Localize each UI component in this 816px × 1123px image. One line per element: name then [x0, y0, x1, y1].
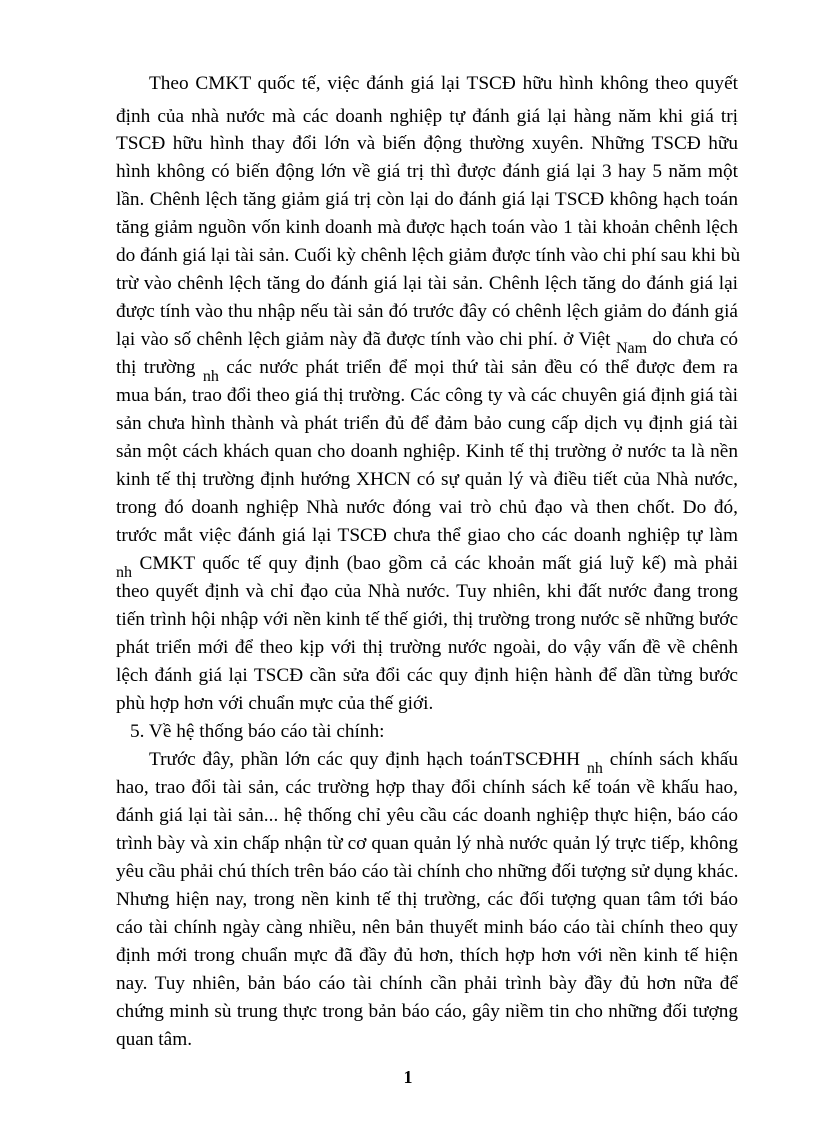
line-text: do chưa có [652, 329, 739, 350]
line-text: chính sách khấu [609, 749, 739, 770]
paragraph-line: trình bày và xin chấp nhận từ cơ quan quản lý nhà nước quản lý trực tiếp, không [116, 833, 738, 854]
line-text: thị trường [116, 357, 196, 378]
paragraph-line: trước mắt việc đánh giá lại TSCĐ chưa thể giao cho các doanh nghiệp tự làm [116, 525, 738, 546]
subscript-fragment: nh [116, 564, 132, 581]
subscript-fragment: Nam [615, 340, 648, 357]
paragraph-line: phù hợp hơn với chuẩn mực của thế giới. [116, 693, 434, 714]
paragraph-line: chứng minh sù trung thực trong bản báo cáo, gây niềm tin cho những đối tượng [116, 1001, 738, 1022]
paragraph-line: trong đó doanh nghiệp Nhà nước đóng vai trò chủ đạo và then chốt. Do đó, [116, 497, 738, 518]
paragraph-line [116, 354, 738, 385]
paragraph-line: Nhưng hiện nay, trong nền kinh tế thị trường, các đối tượng quan tâm tới báo [116, 889, 738, 910]
paragraph-line: đánh giá lại tài sản... hệ thống chỉ yêu cầu các doanh nghiệp thực hiện, báo cáo [116, 805, 738, 826]
line-text: CMKT quốc tế quy định (bao gồm cả các khoản mất giá luỹ kế) mà phải [139, 553, 738, 574]
paragraph-line: phát triển mới để theo kịp với thị trường nước ngoài, do vậy vấn đề về chênh [116, 637, 738, 658]
line-text: Trước đây, phần lớn các quy định hạch toánTSCĐHH [149, 749, 581, 770]
paragraph-line: định của nhà nước mà các doanh nghiệp tự đánh giá lại hàng năm khi giá trị [116, 106, 738, 127]
paragraph-line: hao, trao đổi tài sản, các trường hợp thay đổi chính sách kế toán về khấu hao, [116, 777, 738, 798]
paragraph-line: trừ vào chênh lệch tăng do đánh giá lại tài sản. Chênh lệch tăng do đánh giá lại [116, 273, 738, 294]
subscript-fragment: nh [202, 368, 219, 385]
section-heading: 5. Về hệ thống báo cáo tài chính: [130, 721, 385, 742]
paragraph-line: Theo CMKT quốc tế, việc đánh giá lại TSCĐ hữu hình không theo quyết [149, 73, 738, 94]
line-text: các nước phát triển để mọi thứ tài sản đều có thể được đem ra [226, 357, 738, 378]
paragraph-line: tiến trình hội nhập với nền kinh tế thế giới, thị trường trong nước sẽ những bước [116, 609, 738, 630]
paragraph-line: quan tâm. [116, 1029, 193, 1050]
line-text: lại vào số chênh lệch giảm này đã được tính vào chi phí. ở Việt [116, 329, 611, 350]
paragraph-line: do đánh giá lại tài sản. Cuối kỳ chênh lệch giảm được tính vào chi phí sau khi bù [116, 245, 741, 266]
paragraph-line: tăng giảm nguồn vốn kinh doanh mà được hạch toán vào 1 tài khoản chênh lệch [116, 217, 738, 238]
paragraph-line [149, 746, 739, 777]
paragraph-line: nay. Tuy nhiên, bản báo cáo tài chính cần phải trình bày đầy đủ hơn nữa để [116, 973, 738, 994]
paragraph-line: lệch đánh giá lại TSCĐ cần sửa đổi các quy định hiện hành để dần từng bước [116, 665, 738, 686]
paragraph-line: định mới trong chuẩn mực đã đầy đủ hơn, thích hợp hơn với nền kinh tế hiện [116, 945, 738, 966]
paragraph-line: cáo tài chính ngày càng nhiều, nên bản thuyết minh báo cáo tài chính theo quy [116, 917, 738, 938]
paragraph-line: sản một cách khách quan cho doanh nghiệp. Kinh tế thị trường ở nước ta là nền [116, 441, 738, 462]
paragraph-line [116, 326, 739, 357]
paragraph-line: theo quyết định và chỉ đạo của Nhà nước. Tuy nhiên, khi đất nước đang trong [116, 581, 738, 602]
paragraph-line: TSCĐ hữu hình thay đổi lớn và biến động thường xuyên. Những TSCĐ hữu [116, 133, 738, 154]
paragraph-line: được tính vào thu nhập nếu tài sản đó trước đây có chênh lệch giảm do đánh giá [116, 301, 738, 322]
paragraph-line: hình không có biến động lớn về giá trị thì được đánh giá lại 3 hay 5 năm một [116, 161, 738, 182]
paragraph-line: sản chưa hình thành và phát triển đủ để đảm bảo cung cấp dịch vụ định giá tài [116, 413, 738, 434]
paragraph-line: mua bán, trao đổi theo giá thị trường. Các công ty và các chuyên giá định giá tài [116, 385, 738, 406]
paragraph-line: lần. Chênh lệch tăng giảm giá trị còn lại do đánh giá lại TSCĐ không hạch toán [116, 189, 738, 210]
paragraph-line [116, 550, 738, 581]
paragraph-line: yêu cầu phải chú thích trên báo cáo tài chính cho những đối tượng sử dụng khác. [116, 861, 739, 882]
page-number: 1 [403, 1067, 413, 1087]
subscript-fragment: nh [586, 760, 603, 777]
paragraph-line: kinh tế thị trường định hướng XHCN có sự quản lý và điều tiết của Nhà nước, [116, 469, 738, 490]
